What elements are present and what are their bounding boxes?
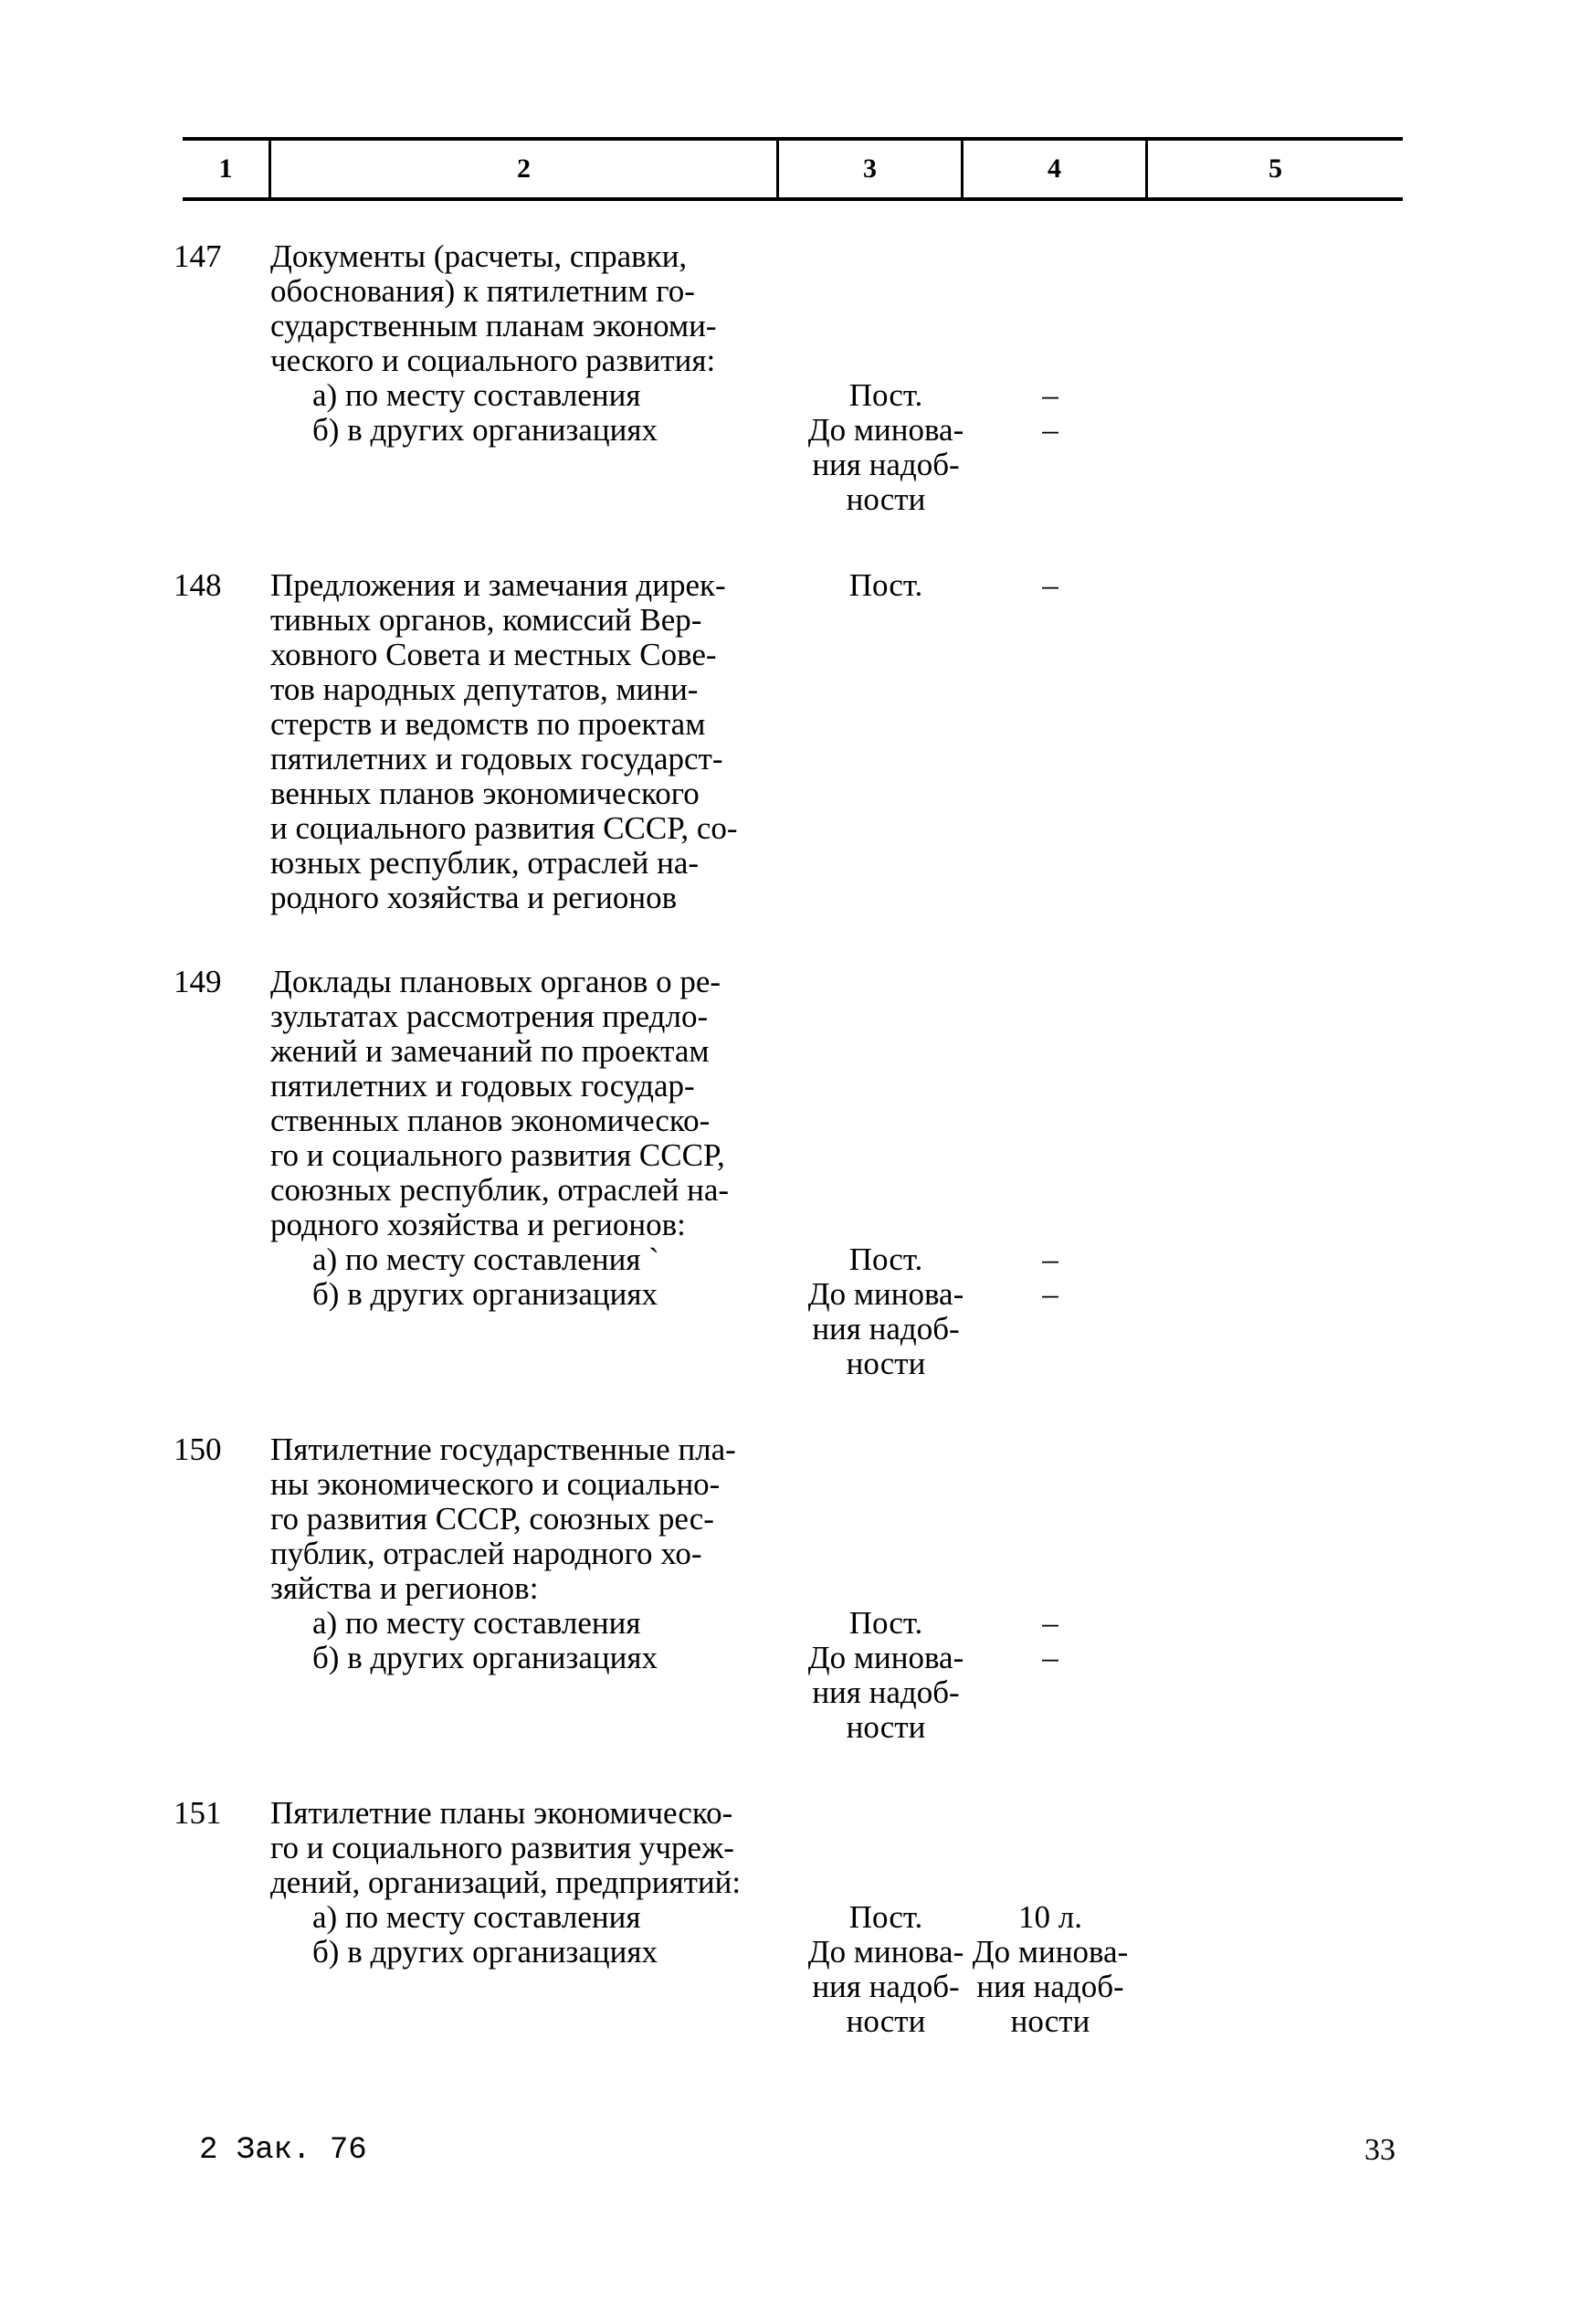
entry-col3-a: Пост. [848, 1605, 923, 1641]
entry-sub-b: б) в других организациях [312, 1276, 658, 1312]
entry-description: Доклады плановых органов о ре- зультатах рассмотрения предло- жений и замечаний по проектам пятилетних и годовых государ- ственных планов экономическо- го и социального развития СССР, союзных республик, отраслей на- родного хозяйства и регионов: [270, 964, 730, 1242]
entry-col3-a: Пост. [848, 1899, 923, 1935]
entry-number: 150 [174, 1431, 222, 1467]
entry-sub-b: б) в других организациях [312, 412, 658, 448]
entry-col4-b: – [1042, 1276, 1058, 1312]
entry-sub-b: б) в других организациях [312, 1640, 658, 1675]
header-col-5: 5 [1269, 153, 1282, 184]
entry-number: 147 [174, 238, 222, 274]
header-col-4: 4 [1048, 153, 1061, 184]
entry-description: Пятилетние государственные пла- ны экономического и социально- го развития СССР, союзных рес- публик, отраслей народного хо- зяйства и регионов: [270, 1431, 736, 1606]
entry-description: Предложения и замечания дирек- тивных органов, комиссий Вер- ховного Совета и местных Сове- тов народных депутатов, мини- стерств и ведомств по проектам пятилетних и годовых государст- венных планов экономического и социального развития СССР, со- юзных республик, отраслей на- родного хозяйства и регионов [270, 567, 738, 915]
entry-sub-b: б) в других организациях [312, 1934, 658, 1970]
entry-sub-a: а) по месту составления ` [312, 1241, 659, 1277]
page-number: 33 [1364, 2133, 1395, 2167]
entry-col3: Пост. [848, 567, 923, 603]
entry-sub-a: а) по месту составления [312, 1899, 641, 1935]
entry-col3-a: Пост. [848, 1241, 923, 1277]
entry-sub-a: а) по месту составления [312, 1605, 641, 1641]
entry-col4: – [1042, 567, 1058, 603]
entry-col3-b: До минова- ния надоб- ности [807, 1934, 964, 2039]
entry-col4-b: – [1042, 1640, 1058, 1675]
entry-col3-b: До минова- ния надоб- ности [807, 1276, 964, 1381]
entry-col4-b: – [1042, 412, 1058, 448]
entry-col4-b: До минова- ния надоб- ности [972, 1934, 1129, 2039]
entry-col3-a: Пост. [848, 377, 923, 413]
header-col-2: 2 [517, 153, 531, 184]
entry-sub-a: а) по месту составления [312, 377, 641, 413]
table-header [183, 137, 1403, 203]
entry-col3-b: До минова- ния надоб- ности [807, 412, 964, 517]
header-col-1: 1 [218, 153, 233, 184]
entry-col4-a: – [1042, 1241, 1058, 1277]
entry-description: Пятилетние планы экономическо- го и социального развития учреж- дений, организаций, предприятий: [270, 1795, 742, 1900]
header-col-3: 3 [863, 153, 877, 184]
entry-col4-a: 10 л. [1018, 1899, 1082, 1935]
entry-number: 149 [174, 964, 222, 999]
entry-col4-a: – [1042, 1605, 1058, 1641]
entry-number: 148 [174, 567, 222, 603]
entry-number: 151 [174, 1795, 222, 1831]
header-bottom-rule [183, 197, 1403, 201]
entry-description: Документы (расчеты, справки, обоснования) к пятилетним го- сударственным планам экономи- ческого и социального развития: [270, 238, 717, 378]
entry-col4-a: – [1042, 377, 1058, 413]
footer-order-note: 2 Зак. 76 [199, 2133, 367, 2168]
header-top-rule [183, 137, 1403, 141]
entry-col3-b: До минова- ния надоб- ности [807, 1640, 964, 1745]
